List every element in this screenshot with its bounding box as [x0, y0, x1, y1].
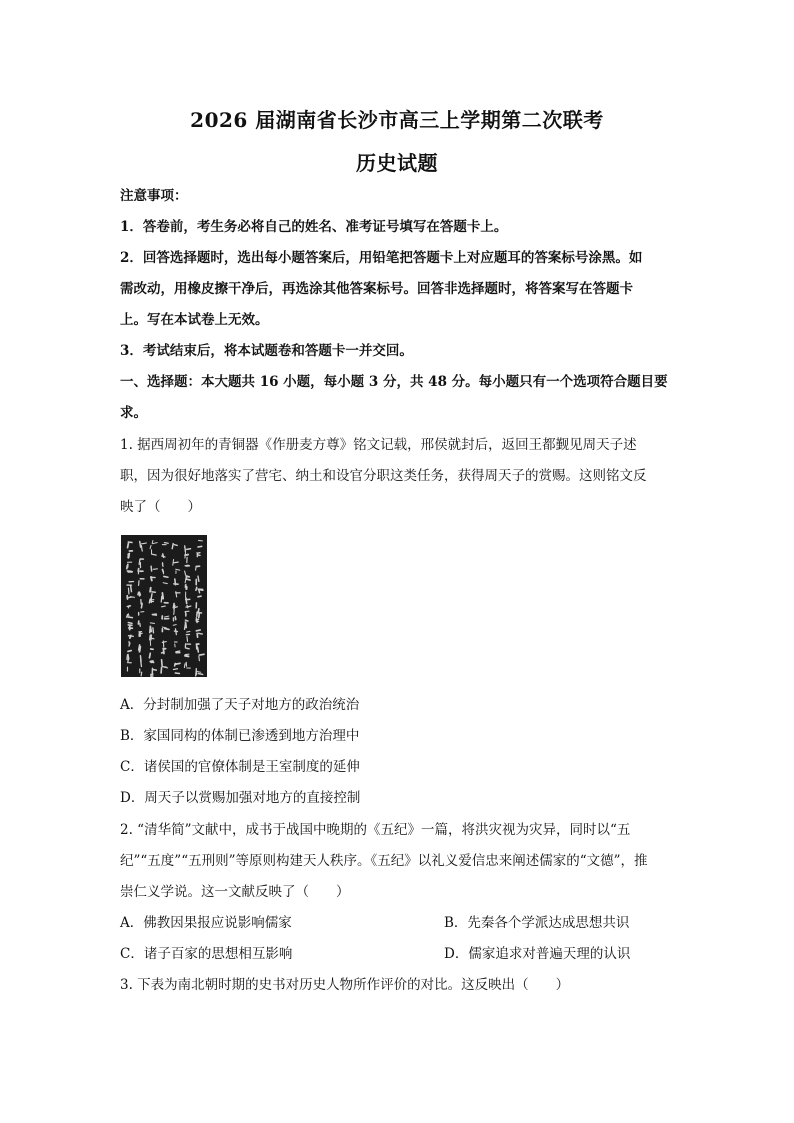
inscription-glyph: [196, 630, 202, 637]
inscription-glyph: [185, 584, 186, 589]
inscription-glyph: [138, 592, 141, 596]
inscription-glyph: [127, 581, 134, 593]
inscription-glyph: [140, 669, 142, 676]
inscription-glyph: [162, 627, 169, 632]
bronze-inscription-image: [121, 535, 207, 677]
q2-stem-line-2: 纪”“五度”“五刑则”等原则构建天人秩序。《五纪》以礼义爱信忠来阐述儒家的“文德”，推: [120, 853, 648, 869]
inscription-glyph: [151, 566, 157, 571]
section-heading-line-2: 求。: [120, 405, 147, 421]
inscription-glyph: [173, 625, 177, 635]
q2-option-c: C．诸子百家的思想相互影响: [120, 946, 293, 962]
inscription-glyph: [185, 654, 189, 656]
inscription-glyph: [196, 576, 199, 584]
inscription-glyph: [151, 668, 156, 677]
inscription-glyph: [150, 661, 153, 663]
inscription-glyph: [173, 560, 178, 566]
inscription-glyph: [176, 651, 180, 653]
inscription-glyph: [196, 587, 203, 592]
inscription-glyph: [185, 644, 190, 649]
inscription-glyph: [185, 576, 190, 583]
inscription-glyph: [162, 603, 168, 607]
inscription-glyph: [152, 550, 157, 555]
inscription-glyph: [138, 621, 140, 626]
inscription-glyph: [150, 623, 155, 633]
inscription-glyph: [128, 551, 133, 558]
q1-option-c: C．诸侯国的官僚体制是王室制度的延伸: [120, 759, 360, 775]
inscription-glyph: [162, 543, 168, 545]
inscription-glyph: [127, 605, 130, 608]
notice-heading: 注意事项：: [120, 188, 188, 204]
inscription-glyph: [197, 553, 200, 557]
inscription-glyph: [127, 596, 134, 599]
inscription-glyph: [185, 611, 189, 616]
q2-option-b: B．先秦各个学派达成思想共识: [444, 915, 630, 931]
q1-stem-line-2: 职，因为很好地落实了营宅、纳土和设官分职这类任务，获得周天子的赏赐。这则铭文反: [120, 468, 647, 484]
inscription-glyph: [127, 651, 131, 663]
inscription-glyph: [129, 642, 130, 647]
inscription-glyph: [163, 576, 168, 583]
inscription-glyph: [162, 649, 166, 654]
exam-subject: 历史试题: [356, 151, 438, 175]
inscription-glyph: [186, 592, 190, 603]
notice-item-2-line-1: 2．回答选择题时，选出每小题答案后，用铅笔把答题卡上对应题耳的答案标号涂黑。如: [120, 250, 643, 266]
inscription-glyph: [161, 593, 163, 602]
q3-stem-line-1: 3. 下表为南北朝时期的史书对历史人物所作评价的对比。这反映出（ ）: [120, 977, 570, 993]
inscription-glyph: [174, 642, 177, 647]
inscription-glyph: [139, 631, 142, 636]
inscription-glyph: [184, 662, 190, 668]
q2-option-a: A．佛教因果报应说影响儒家: [120, 915, 292, 931]
inscription-glyph: [185, 553, 188, 563]
inscription-glyph: [149, 649, 153, 658]
inscription-glyph: [139, 579, 144, 586]
inscription-glyph: [139, 645, 141, 652]
inscription-glyph: [152, 614, 156, 615]
inscription-glyph: [163, 563, 164, 567]
inscription-glyph: [150, 541, 157, 549]
inscription-glyph: [140, 541, 147, 551]
inscription-glyph: [127, 663, 131, 671]
inscription-glyph: [185, 565, 190, 575]
inscription-glyph: [173, 617, 175, 621]
inscription-glyph: [162, 554, 165, 557]
inscription-glyph: [196, 644, 198, 652]
inscription-glyph: [162, 569, 163, 573]
q2-stem-line-3: 崇仁义学说。这一文献反映了（ ）: [120, 884, 350, 900]
inscription-glyph: [149, 599, 153, 603]
inscription-glyph: [151, 577, 155, 580]
inscription-glyph: [196, 618, 199, 623]
inscription-glyph: [196, 669, 203, 676]
inscription-glyph: [139, 559, 143, 568]
exam-title: 2026 届湖南省长沙市高三上学期第二次联考: [190, 108, 604, 132]
inscription-glyph: [139, 612, 144, 615]
inscription-glyph: [173, 669, 179, 674]
notice-item-2-line-2: 需改动，用橡皮擦干净后，再选涂其他答案标号。回答非选择题时，将答案写在答题卡: [120, 281, 633, 297]
inscription-glyph: [197, 609, 202, 618]
section-heading-line-1: 一、选择题：本大题共 16 小题，每小题 3 分，共 48 分。每小题只有一个选项符合题目要: [120, 374, 668, 390]
notice-item-1: 1．答卷前，考生务必将自己的姓名、准考证号填写在答题卡上。: [120, 219, 508, 235]
inscription-glyph: [129, 635, 134, 638]
q2-stem-line-1: 2. “清华简”文献中，成书于战国中晚期的《五纪》一篇，将洪灾视为灾异，同时以“五: [120, 822, 631, 838]
inscription-glyph: [185, 546, 191, 553]
q1-option-a: A．分封制加强了天子对地方的政治统治: [120, 697, 360, 713]
inscription-glyph: [128, 623, 132, 630]
q1-stem-line-1: 1. 据西周初年的青铜器《作册麦方尊》铭文记载，邢侯就封后，返回王都觐见周天子述: [120, 437, 637, 453]
inscription-glyph: [176, 592, 180, 597]
inscription-glyph: [140, 656, 141, 667]
inscription-glyph: [161, 660, 168, 673]
inscription-glyph: [128, 542, 132, 548]
inscription-glyph: [127, 571, 132, 572]
notice-item-3: 3．考试结束后，将本试题卷和答题卡一并交回。: [120, 343, 413, 359]
inscription-glyph: [196, 596, 201, 608]
q1-stem-line-3: 映了（ ）: [120, 499, 201, 515]
inscription-glyph: [162, 616, 169, 619]
inscription-glyph: [199, 654, 204, 660]
inscription-glyph: [176, 569, 180, 573]
inscription-glyph: [162, 641, 166, 647]
inscription-glyph: [173, 604, 177, 615]
inscription-glyph: [186, 631, 190, 641]
inscription-glyph: [127, 562, 132, 569]
inscription-glyph: [196, 566, 200, 570]
inscription-glyph: [175, 663, 180, 666]
inscription-glyph: [138, 569, 143, 574]
inscription-glyph: [172, 544, 177, 549]
inscription-glyph: [174, 579, 178, 585]
notice-item-2-line-3: 上。写在本试卷上无效。: [120, 312, 269, 328]
inscription-glyph: [198, 540, 202, 547]
inscription-glyph: [186, 605, 191, 607]
inscription-glyph: [127, 614, 133, 618]
q1-option-b: B．家国同构的体制已渗透到地方治理中: [120, 728, 360, 744]
inscription-glyph: [141, 599, 142, 607]
inscription-glyph: [150, 635, 154, 645]
q2-option-d: D．儒家追求对普遍天理的认识: [444, 946, 631, 962]
q1-option-d: D．周天子以赏赐加强对地方的直接控制: [120, 790, 361, 806]
inscription-glyph: [150, 587, 156, 598]
inscription-glyph: [184, 620, 188, 629]
